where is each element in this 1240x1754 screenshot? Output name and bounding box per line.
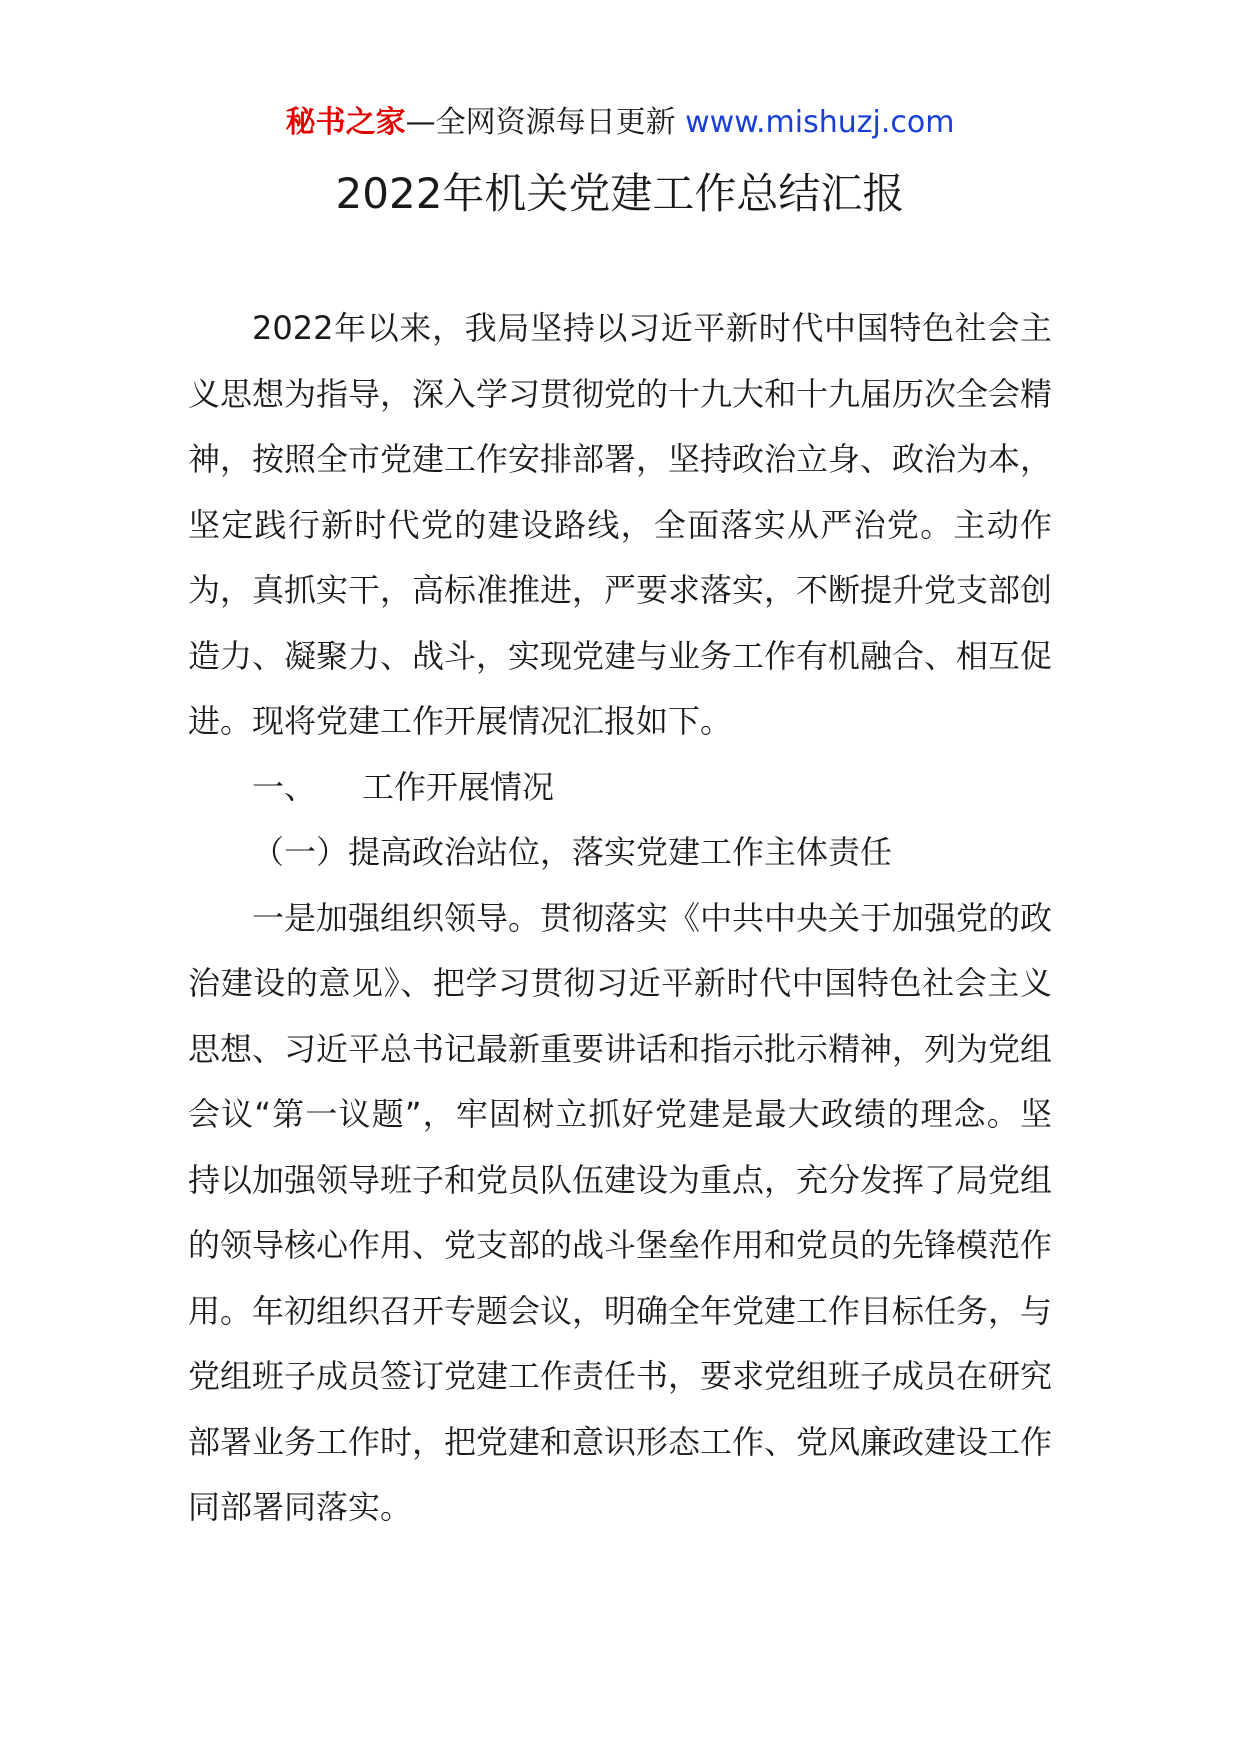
- section-title: 工作开展情况: [362, 767, 555, 806]
- document-body: [188, 296, 1052, 1541]
- document-title: 2022年机关党建工作总结汇报: [335, 169, 905, 218]
- site-header: [0, 100, 1240, 146]
- intro-paragraph: 2022年以来，我局坚持以习近平新时代中国特色社会主义思想为指导，深入学习贯彻党的十九大和十九届历次全会精神，按照全市党建工作安排部署，坚持政治立身、政治为本，坚定践行新时代党的建设路线，全面落实从严治党。主动作为，真抓实干，高标准推进，严要求落实，不断提升党支部创造力、凝聚力、战斗，实现党建与业务工作有机融合、相互促进。现将党建工作开展情况汇报如下。: [188, 309, 1053, 740]
- body-paragraph: 一是加强组织领导。贯彻落实《中共中央关于加强党的政治建设的意见》、把学习贯彻习近平新时代中国特色社会主义思想、习近平总书记最新重要讲话和指示批示精神，列为党组会议“第一议题”，牢固树立抓好党建是最大政绩的理念。坚持以加强领导班子和党员队伍建设为重点，充分发挥了局党组的领导核心作用、党支部的战斗堡垒作用和党员的先锋模范作用。年初组织召开专题会议，明确全年党建工作目标任务，与党组班子成员签订党建工作责任书，要求党组班子成员在研究部署业务工作时，把党建和意识形态工作、党风廉政建设工作同部署同落实。: [188, 898, 1053, 1526]
- section-heading: [188, 755, 1052, 821]
- site-url[interactable]: www.mishuzj.com: [685, 105, 955, 140]
- header-slogan: —全网资源每日更新: [405, 105, 686, 140]
- subsection-heading: （一）提高政治站位，落实党建工作主体责任: [252, 833, 893, 871]
- brand-name: 秘书之家: [285, 105, 406, 140]
- section-number: 一、: [252, 767, 317, 806]
